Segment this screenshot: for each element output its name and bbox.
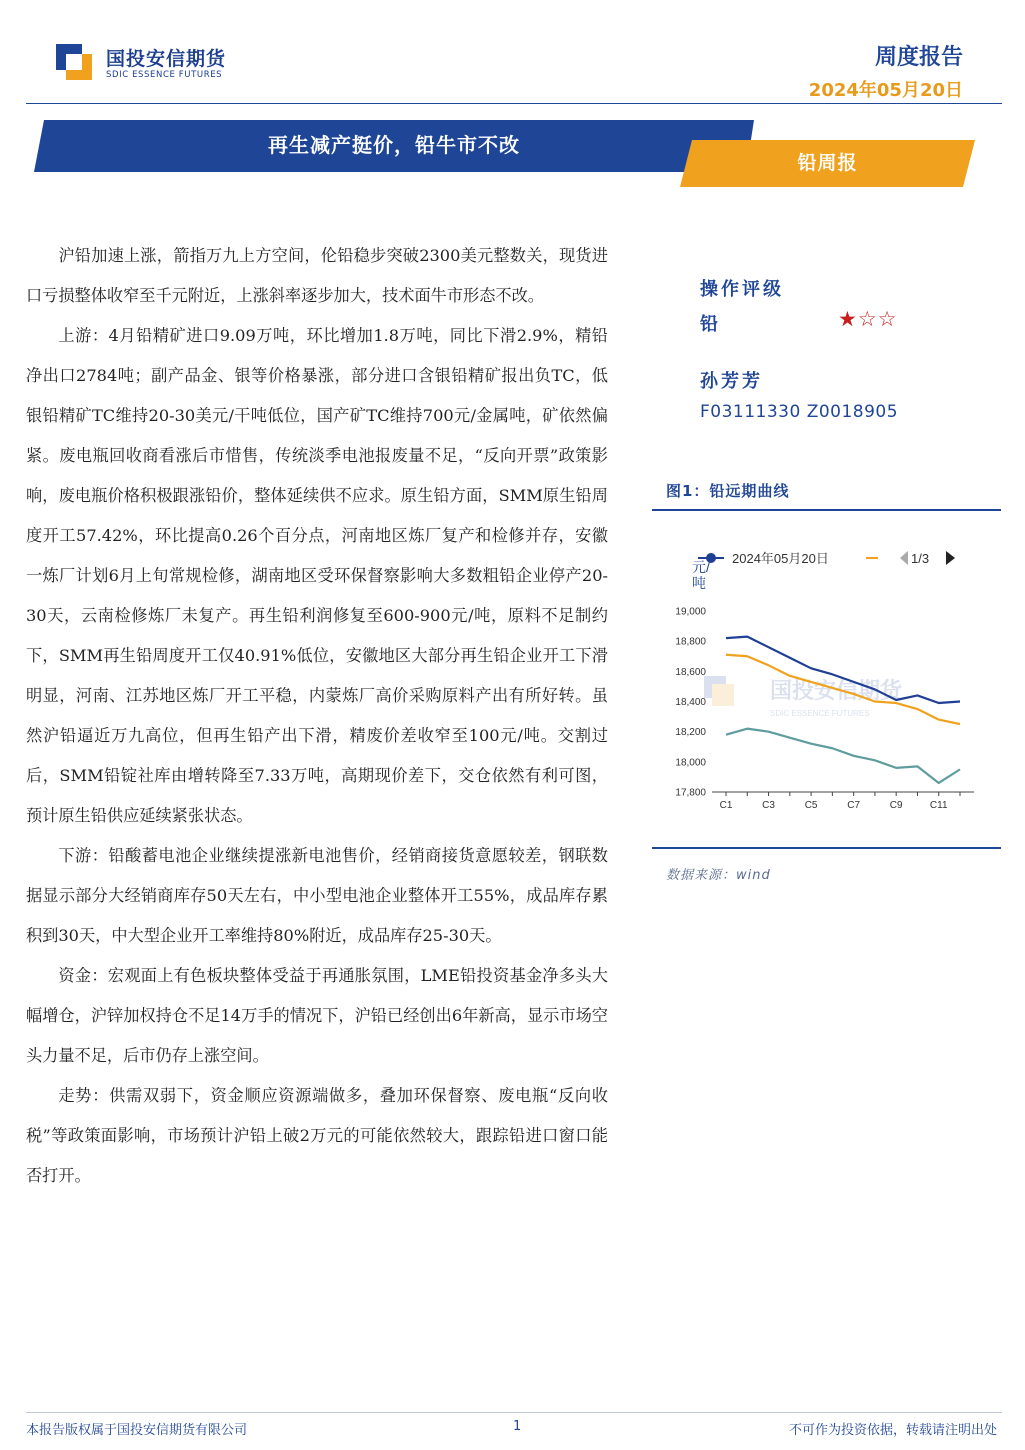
- footer-copyright: 本报告版权属于国投安信期货有限公司: [26, 1423, 248, 1438]
- figure-top-divider: [652, 509, 1001, 511]
- paragraph-trend: 走势：供需双弱下，资金顺应资源端做多，叠加环保督察、废电瓶“反向收税”等政策面影响，市场预计沪铅上破2万元的可能依然较大，跟踪铅进口窗口能否打开。: [26, 1086, 608, 1185]
- y-axis-label-bottom: 吨: [692, 575, 706, 591]
- legend-label-main: 2024年05月20日: [732, 551, 829, 566]
- footer-disclaimer: 不可作为投资依据，转载请注明出处: [788, 1423, 997, 1438]
- legend-pager: 1/3: [911, 551, 930, 566]
- figure-title: 图1：铅远期曲线: [666, 482, 790, 500]
- figure-source: 数据来源：wind: [666, 868, 771, 883]
- x-tick-label: C1: [719, 800, 733, 811]
- watermark-text: 国投安信期货: [770, 678, 903, 703]
- report-title: 再生减产挺价，铅牛市不改: [268, 133, 520, 157]
- y-tick-label: 18,800: [675, 636, 706, 648]
- paragraph-funds: 资金：宏观面上有色板块整体受益于再通胀氛围，LME铅投资基金净多头大幅增仓，沪锌加权持仓不足14万手的情况下，沪铅已经创出6年新高，显示市场空头力量不足，后市仍存上涨空间。: [26, 966, 608, 1065]
- report-type: 周度报告: [874, 45, 963, 70]
- paragraph-summary: 沪铅加速上涨，箭指万九上方空间，伦铅稳步突破2300美元整数关，现货进口亏损整体收窄至千元附近，上涨斜率逐步加大，技术面牛市形态不改。: [26, 246, 608, 305]
- x-tick-label: C11: [929, 800, 948, 811]
- logo-mark-icon: [54, 42, 94, 82]
- x-tick-label: C7: [847, 800, 861, 811]
- y-tick-label: 18,400: [675, 697, 706, 708]
- analyst-name: 孙芳芳: [700, 371, 763, 392]
- chart-svg: [652, 536, 1001, 836]
- forward-curve-chart: [652, 536, 1001, 836]
- y-tick-label: 17,800: [675, 787, 706, 799]
- footer-page-number: 1: [513, 1419, 522, 1434]
- chart-watermark: [704, 676, 904, 718]
- report-tag: 铅周报: [797, 152, 858, 174]
- y-tick-label: 18,200: [675, 727, 706, 739]
- paragraph-upstream: 上游：4月铅精矿进口9.09万吨，环比增加1.8万吨，同比下滑2.9%，精铅净出口2784吨；副产品金、银等价格暴涨，部分进口含银铅精矿报出负TC，低银铅精矿TC维持20-30美元/干吨低位，国产矿TC维持700元/金属吨，矿依然偏紧。废电瓶回收商看涨后市惜售，传统淡季电池报废量不足，“反向开票”政策影响，废电瓶价格积极跟涨铅价，整体延续供不应求。原生铅方面，SMM原生铅周度开工57.42%，环比提高0.26个百分点，河南地区炼厂复产和检修并存，安徽一炼厂计划6月上旬常规检修，湖南地区受环保督察影响大多数粗铅企业停产20-30天，云南检修炼厂未复产。再生铅利润修复至600-900元/吨，原料不足制约下，SMM再生铅周度开工仅40.91%低位，安徽地区大部分再生铅企业开工下滑明显，河南、江苏地区炼厂开工平稳，内蒙炼厂高价采购原料产出有所好转。虽然沪铅逼近万九高位，但再生铅产出下滑，精废价差收窄至100元/吨。交割过后，SMM铅锭社库由增转降至7.33万吨，高期现价差下，交仓依然有利可图，预计原生铅供应延续紧张状态。: [26, 326, 608, 825]
- tag-banner: [680, 140, 975, 187]
- report-date: 2024年05月20日: [808, 80, 963, 101]
- x-axis-ticks: [720, 792, 960, 811]
- y-axis-ticks: [675, 607, 706, 799]
- x-tick-label: C9: [889, 800, 903, 811]
- rating-item: 铅: [700, 314, 718, 335]
- y-axis-label-top: 元/: [692, 559, 710, 575]
- rating-label: 操作评级: [700, 279, 784, 300]
- y-tick-label: 18,000: [675, 757, 706, 769]
- legend-next-page-icon[interactable]: [946, 551, 955, 565]
- report-body: [26, 236, 608, 1196]
- watermark-mark-orange: [712, 684, 734, 706]
- y-axis-label: [692, 559, 714, 591]
- watermark-text-en: SDIC ESSENCE FUTURES: [770, 709, 870, 718]
- x-tick-label: C5: [804, 800, 818, 811]
- y-tick-label: 19,000: [675, 606, 706, 618]
- series-line-3: [726, 729, 960, 783]
- figure-bottom-divider: [652, 847, 1001, 849]
- company-logo: [54, 40, 254, 90]
- legend-prev-page-icon[interactable]: [900, 551, 908, 565]
- y-tick-label: 18,600: [675, 666, 706, 678]
- footer-divider: [26, 1412, 1002, 1413]
- x-tick-label: C3: [762, 800, 775, 811]
- analyst-ids: F03111330 Z0018905: [700, 402, 899, 422]
- logo-text-en: SDIC ESSENCE FUTURES: [106, 70, 223, 80]
- logo-text-cn: 国投安信期货: [106, 48, 227, 70]
- rating-stars: ★☆☆: [838, 307, 898, 331]
- header-divider: [26, 103, 1002, 104]
- paragraph-downstream: 下游：铅酸蓄电池企业继续提涨新电池售价，经销商接货意愿较差，钢联数据显示部分大经销商库存50天左右，中小型电池企业整体开工55%，成品库存累积到30天，中大型企业开工率维持80%附近，成品库存25-30天。: [26, 846, 608, 945]
- title-banner: [34, 120, 754, 172]
